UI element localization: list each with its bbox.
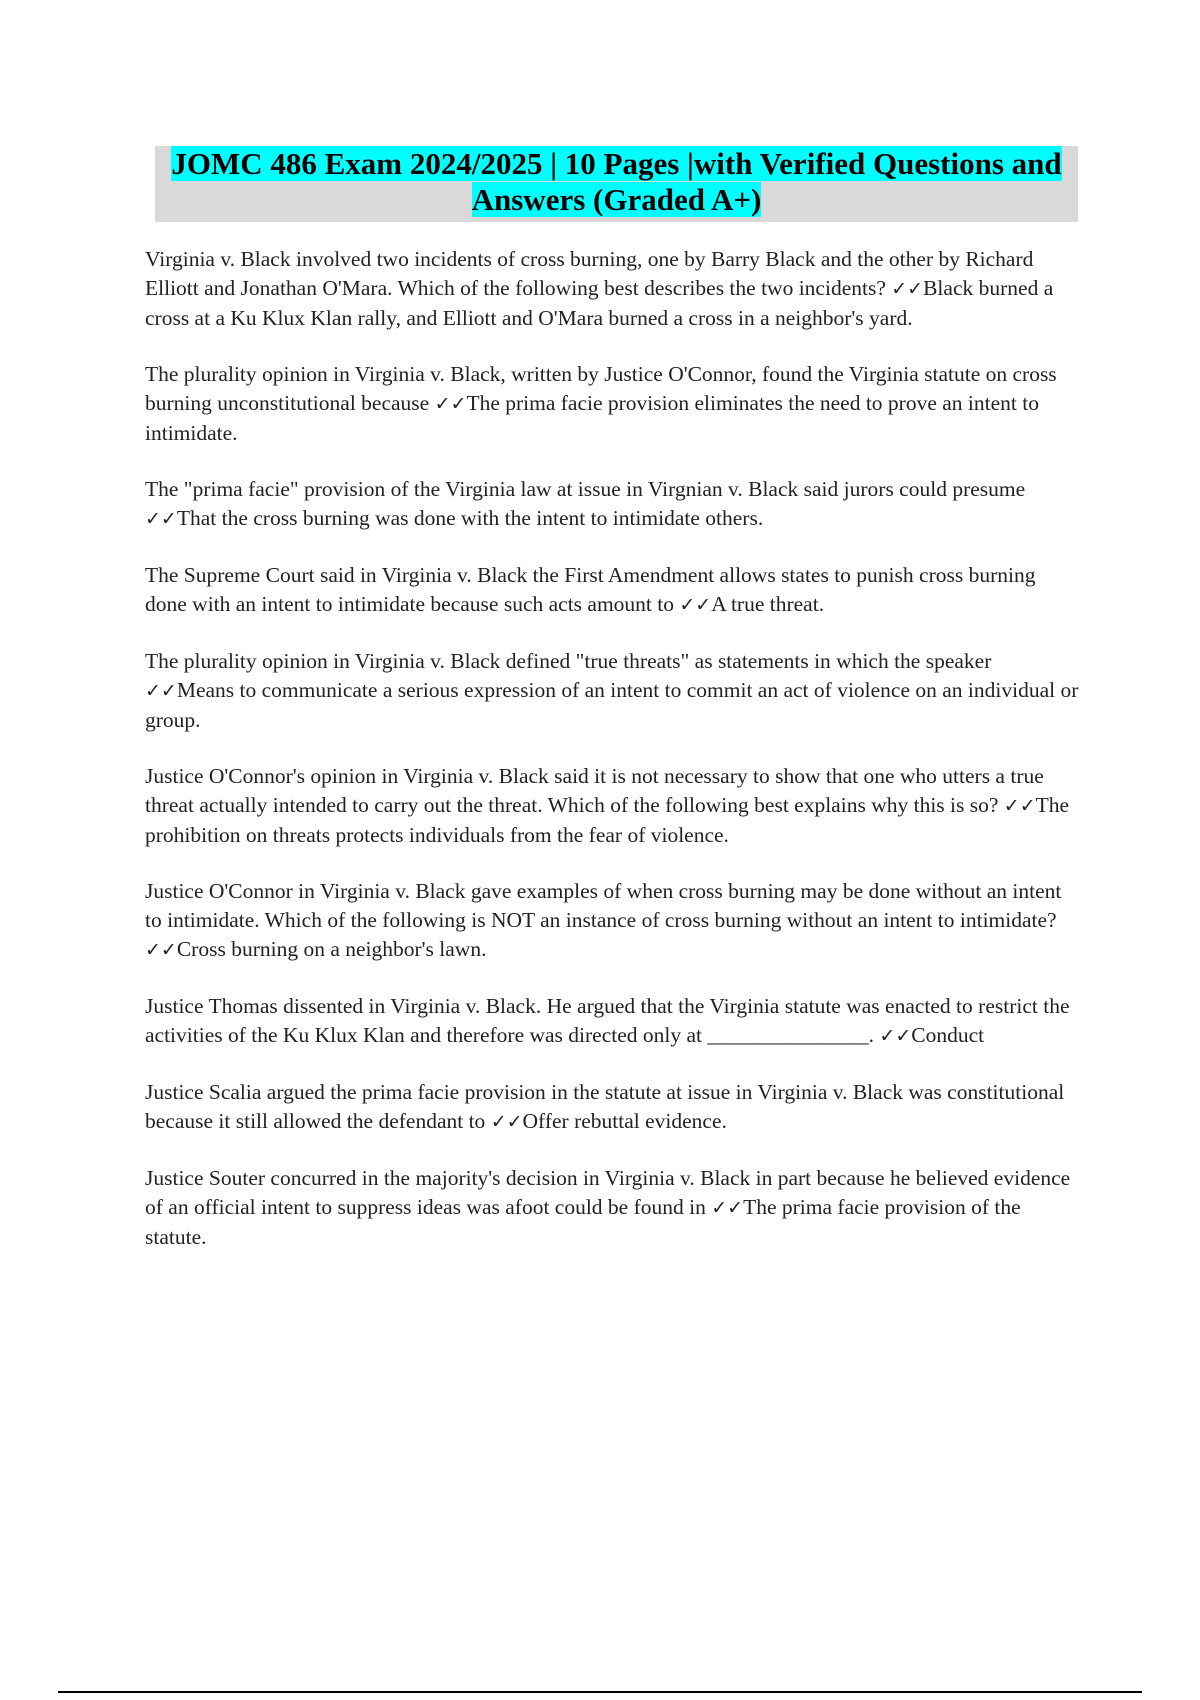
qa-item-8 [145, 992, 1080, 1051]
qa-item-4 [145, 561, 1080, 620]
answer-text: Means to communicate a serious expression of an intent to commit an act of violence on an individual or group. [145, 678, 1079, 732]
qa-item-6 [145, 762, 1080, 850]
qa-item-5 [145, 647, 1080, 735]
question-text: Justice O'Connor in Virginia v. Black gave examples of when cross burning may be done without an intent to intimidate. Which of the following is NOT an instance of cross burning without an intent to intimidate? [145, 879, 1062, 932]
question-text: The Supreme Court said in Virginia v. Black the First Amendment allows states to punish cross burning done with an intent to intimidate because such acts amount to [145, 563, 1036, 616]
qa-item-9 [145, 1078, 1080, 1137]
checkmark-icon: ✓✓ [145, 508, 177, 530]
checkmark-icon: ✓✓ [711, 1197, 744, 1219]
question-text: Justice Souter concurred in the majority's decision in Virginia v. Black in part because he believed evidence of an official intent to suppress ideas was afoot could be found in [145, 1166, 1071, 1219]
answer-text: That the cross burning was done with the intent to intimidate others. [176, 506, 764, 530]
question-text: The plurality opinion in Virginia v. Black defined "true threats" as statements in which the speaker [145, 649, 992, 673]
footer-divider [58, 1691, 1142, 1693]
question-text: Virginia v. Black involved two incidents of cross burning, one by Barry Black and the other by Richard Elliott and Jonathan O'Mara. Which of the following best describes the two incidents? [145, 247, 1034, 300]
title-highlight: JOMC 486 Exam 2024/2025 | 10 Pages |with Verified Questions and Answers (Graded A+) [171, 146, 1062, 217]
question-list [145, 245, 1080, 1279]
answer-text: Cross burning on a neighbor's lawn. [176, 937, 487, 961]
checkmark-icon: ✓✓ [891, 278, 924, 300]
checkmark-icon: ✓✓ [145, 939, 177, 961]
question-text: The plurality opinion in Virginia v. Black, written by Justice O'Connor, found the Virginia statute on cross burning unconstitutional because [145, 362, 1057, 415]
answer-text: The prohibition on threats protects individuals from the fear of violence. [145, 793, 1070, 847]
qa-item-1 [145, 245, 1080, 333]
question-text: Justice Scalia argued the prima facie provision in the statute at issue in Virginia v. Black was constitutional because it still allowed the defendant to [145, 1080, 1065, 1133]
answer-text: A true threat. [711, 592, 825, 616]
answer-text: The prima facie provision of the statute. [145, 1195, 1021, 1249]
qa-item-10 [145, 1164, 1080, 1252]
checkmark-icon: ✓✓ [490, 1111, 523, 1133]
question-text: The "prima facie" provision of the Virginia law at issue in Virgnian v. Black said jurors could presume [145, 477, 1026, 501]
answer-text: Offer rebuttal evidence. [522, 1109, 727, 1133]
answer-text: Black burned a cross at a Ku Klux Klan rally, and Elliott and O'Mara burned a cross in a neighbor's yard. [145, 276, 1054, 330]
document-title [155, 146, 1078, 218]
qa-item-2 [145, 360, 1080, 448]
qa-item-3 [145, 475, 1080, 534]
checkmark-icon: ✓✓ [145, 680, 177, 702]
checkmark-icon: ✓✓ [679, 594, 712, 616]
answer-text: Conduct [911, 1023, 985, 1047]
question-text: Justice O'Connor's opinion in Virginia v. Black said it is not necessary to show that one who utters a true threat actually intended to carry out the threat. Which of the following best explains why this is so? [145, 764, 1044, 817]
checkmark-icon: ✓✓ [434, 393, 467, 415]
checkmark-icon: ✓✓ [879, 1025, 912, 1047]
qa-item-7 [145, 877, 1080, 965]
question-text: Justice Thomas dissented in Virginia v. Black. He argued that the Virginia statute was enacted to restrict the activities of the Ku Klux Klan and therefore was directed only at _______________. [145, 994, 1070, 1047]
answer-text: The prima facie provision eliminates the need to prove an intent to intimidate. [145, 391, 1039, 445]
checkmark-icon: ✓✓ [1003, 795, 1036, 817]
